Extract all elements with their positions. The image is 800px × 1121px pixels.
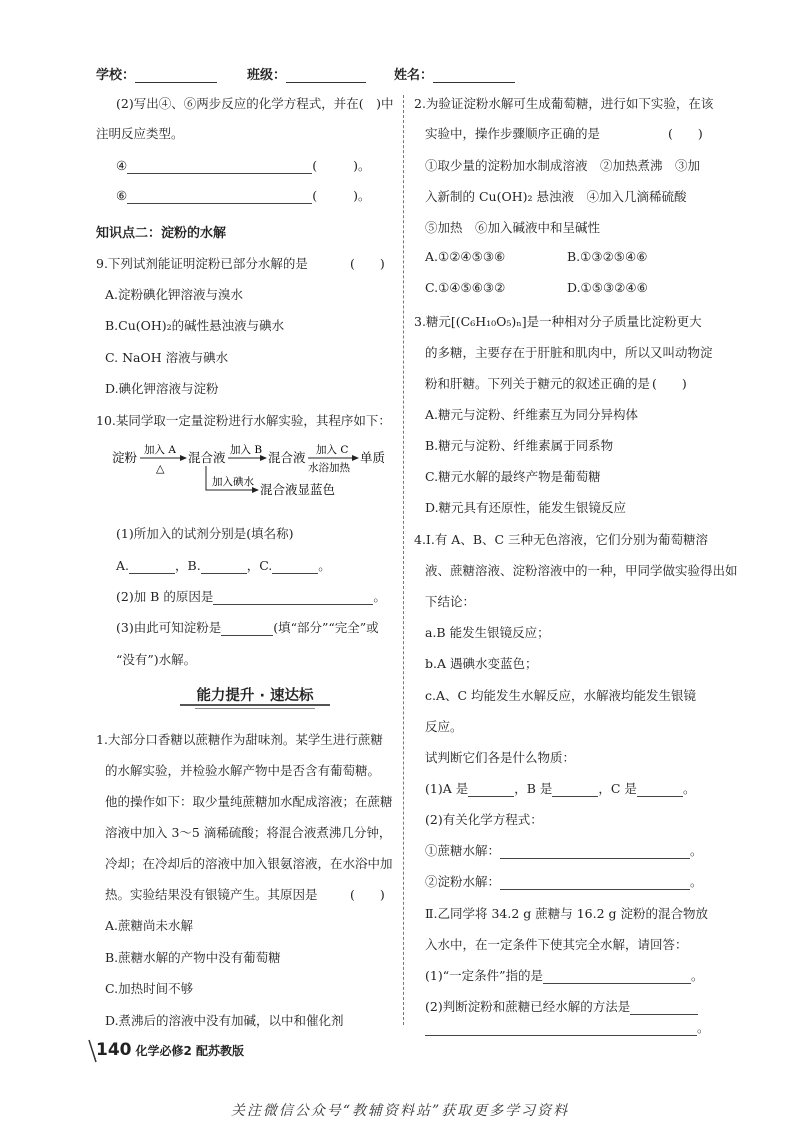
p1-answer-paren[interactable]: ( ) (350, 887, 385, 902)
p2-line1: 2.为验证淀粉水解可生成葡萄糖，进行如下实验，在该 (414, 96, 714, 111)
flow-end: 单质 (360, 450, 386, 465)
section-banner (175, 684, 335, 708)
q9-answer-paren[interactable]: ( ) (350, 256, 385, 271)
q10-a-blank[interactable] (129, 560, 175, 574)
eq4-blank[interactable] (127, 160, 312, 174)
banner-title: 能力提升 · 速达标 (196, 688, 314, 704)
class-label: 班级： (247, 68, 287, 83)
p4-part2-line1: Ⅱ.乙同学将 34.2 g 蔗糖与 16.2 g 淀粉的混合物放 (425, 906, 708, 921)
p1-option-c: C.加热时间不够 (105, 981, 194, 996)
name-blank[interactable] (433, 67, 515, 83)
p2-line4: 入新制的 Cu(OH)₂ 悬浊液 ④加入几滴稀硫酸 (425, 189, 687, 204)
q10-c-blank[interactable] (272, 560, 318, 574)
q8-eq4 (116, 156, 371, 174)
column-divider (403, 95, 404, 1025)
q10-sub2-end: 。 (373, 589, 386, 604)
q10-sub3-hint: (填“部分”“完全”或 (273, 620, 379, 635)
q10-sub3-label: (3)由此可知淀粉是 (116, 620, 222, 635)
p2-line5: ⑤加热 ⑥加入碱液中和呈碱性 (425, 220, 601, 235)
q8-2-line2: 注明反应类型。 (96, 126, 184, 141)
p4-q1-label: (1)“一定条件”指的是 (425, 968, 543, 983)
eq4-paren-close: )。 (353, 158, 371, 173)
p1-option-a: A.蔗糖尚未水解 (105, 918, 194, 933)
section2-title: 知识点二：淀粉的水解 (96, 226, 227, 241)
page-footer (96, 1040, 244, 1060)
flow-mid1: 混合液 (188, 450, 226, 465)
flow-arrow3-top: 加入 C (316, 444, 349, 456)
name-field (394, 64, 515, 84)
p3-option-a: A.糖元与淀粉、纤维素互为同分异构体 (425, 407, 639, 422)
p4-q2 (425, 997, 698, 1015)
q9-option-b: B.Cu(OH)₂的碱性悬浊液与碘水 (105, 318, 285, 333)
q10-sub3 (116, 618, 379, 636)
p4-q2-cont (425, 1018, 710, 1036)
p3-answer-paren[interactable]: ( ) (652, 376, 687, 391)
p3-option-d: D.糖元具有还原性，能发生银镜反应 (425, 500, 627, 515)
banner-underline-thin (195, 708, 315, 709)
p4-q2-blank-2[interactable] (425, 1022, 697, 1036)
p1-line2: 的水解实验，并检验水解产物中是否含有葡萄糖。 (105, 763, 381, 778)
eq6-paren-open: ( (312, 188, 318, 203)
q10-sub3-cont: “没有”)水解。 (116, 652, 197, 667)
p4-b-blank[interactable] (552, 783, 598, 797)
flow-arrow1-top: 加入 A (144, 444, 176, 456)
p4-line2: 液、蔗糖溶液、淀粉溶液中的一种，甲同学做实验得出如 (425, 563, 738, 578)
p4-eq1-label: ①蔗糖水解： (425, 843, 501, 858)
school-label: 学校： (96, 68, 136, 83)
p4-q1-blank[interactable] (543, 970, 691, 984)
p1-option-b: B.蔗糖水解的产物中没有葡萄糖 (105, 950, 281, 965)
q10-sub2-blank[interactable] (213, 591, 373, 605)
p4-line5: b.A 遇碘水变蓝色； (425, 656, 538, 671)
p4-sub1-end: 。 (682, 781, 696, 796)
page-number: 140 (96, 1040, 132, 1060)
school-blank[interactable] (135, 67, 217, 83)
q9-stem: 9.下列试剂能证明淀粉已部分水解的是 (96, 256, 308, 271)
p3-line3: 粉和肝糖。下列关于糖元的叙述正确的是 (425, 376, 651, 391)
q10-a-label: A. (116, 558, 130, 573)
p4-sub1 (425, 779, 695, 797)
p4-q2-blank[interactable] (630, 1001, 698, 1015)
flow-start: 淀粉 (112, 450, 138, 465)
p4-c-blank[interactable] (637, 783, 683, 797)
p4-eq2-end: 。 (690, 874, 703, 889)
p3-option-c: C.糖元水解的最终产物是葡萄糖 (425, 469, 601, 484)
p4-b-label: ，B 是 (514, 781, 553, 796)
p2-option-a: A.①②④⑤③⑥ (425, 249, 506, 264)
q8-2-line1: (2)写出④、⑥两步反应的化学方程式，并在( )中 (116, 96, 394, 111)
p4-a-blank[interactable] (468, 783, 514, 797)
p4-eq1-end: 。 (690, 843, 703, 858)
p4-line3: 下结论： (425, 594, 476, 609)
p2-line3: ①取少量的淀粉加水制成溶液 ②加热煮沸 ③加 (425, 158, 701, 173)
q10-sub1: (1)所加入的试剂分别是(填名称) (116, 526, 294, 541)
p3-line2: 的多糖，主要存在于肝脏和肌肉中，所以又叫动物淀 (425, 345, 713, 360)
p3-line1: 3.糖元[(C₆H₁₀O₅)ₙ]是一种相对分子质量比淀粉更大 (414, 314, 702, 329)
p1-line5: 冷却；在冷却后的溶液中加入银氨溶液，在水浴中加 (105, 856, 393, 871)
flow-branch-result: 混合液显蓝色 (260, 482, 336, 497)
q10-sub1-answers (116, 556, 331, 574)
p4-eq2-blank[interactable] (500, 876, 690, 890)
bottom-note: 关注微信公众号“教辅资料站”获取更多学习资料 (230, 1103, 570, 1119)
p2-option-c: C.①④⑤⑥③② (425, 280, 506, 295)
q10-sub3-blank[interactable] (221, 622, 273, 636)
p4-eq2 (425, 872, 703, 890)
q9-option-a: A.淀粉碘化钾溶液与溴水 (105, 287, 244, 302)
q8-eq6 (116, 186, 371, 204)
p4-sub2: (2)有关化学方程式： (425, 812, 543, 827)
eq6-label: ⑥ (116, 188, 128, 203)
eq6-blank[interactable] (127, 190, 312, 204)
eq4-paren-open: ( (312, 158, 318, 173)
p1-line6: 热。实验结果没有银镜产生。其原因是 (105, 887, 318, 902)
p1-option-d: D.煮沸后的溶液中没有加碱，以中和催化剂 (105, 1013, 344, 1028)
p3-option-b: B.糖元与淀粉、纤维素属于同系物 (425, 438, 614, 453)
p2-option-d: D.①⑤③②④⑥ (567, 280, 648, 295)
q9-option-d: D.碘化钾溶液与淀粉 (105, 381, 219, 396)
book-title: 化学必修2 配苏教版 (135, 1044, 245, 1058)
flow-mid2: 混合液 (268, 450, 306, 465)
p4-line7: 反应。 (425, 719, 463, 734)
banner-underline (180, 704, 330, 706)
p2-answer-paren[interactable]: ( ) (668, 126, 703, 141)
q10-sub2 (116, 587, 386, 605)
p4-q1-end: 。 (691, 968, 704, 983)
school-field (96, 64, 217, 84)
p4-line8: 试判断它们各是什么物质： (425, 750, 576, 765)
q10-sub1-end: 。 (318, 558, 331, 573)
flow-arrow1-bottom: △ (156, 462, 165, 475)
class-blank[interactable] (286, 67, 366, 83)
p1-line1: 1.大部分口香糖以蔗糖作为甜味剂。某学生进行蔗糖 (96, 732, 383, 747)
p4-line4: a.B 能发生银镜反应； (425, 625, 550, 640)
p4-part2-line2: 入水中，在一定条件下使其完全水解，请回答： (425, 937, 688, 952)
p4-q1 (425, 966, 704, 984)
p4-q2-end: 。 (697, 1020, 710, 1035)
q10-stem: 10.某同学取一定量淀粉进行水解实验，其程序如下： (96, 413, 391, 428)
name-label: 姓名： (394, 68, 434, 83)
p4-eq1-blank[interactable] (500, 845, 690, 859)
p1-line4: 溶液中加入 3～5 滴稀硫酸；将混合液煮沸几分钟， (105, 825, 392, 840)
flow-arrow3-bottom: 水浴加热 (308, 462, 350, 474)
p4-a-label: (1)A 是 (425, 781, 469, 796)
q9-option-c: C. NaOH 溶液与碘水 (105, 350, 229, 365)
p4-line1: 4.Ⅰ.有 A、B、C 三种无色溶液，它们分别为葡萄糖溶 (414, 532, 709, 547)
p4-q2-label: (2)判断淀粉和蔗糖已经水解的方法是 (425, 999, 631, 1014)
q10-flow-diagram (110, 438, 400, 502)
p4-c-label: ，C 是 (598, 781, 637, 796)
q10-b-label: ，B. (175, 558, 201, 573)
p4-line6: c.A、C 均能发生水解反应，水解液均能发生银镜 (425, 688, 697, 703)
p2-option-b: B.①③②⑤④⑥ (567, 249, 648, 264)
p1-line3: 他的操作如下：取少量纯蔗糖加水配成溶液；在蔗糖 (105, 794, 393, 809)
p2-line2: 实验中，操作步骤顺序正确的是 (425, 126, 601, 141)
p4-eq2-label: ②淀粉水解： (425, 874, 501, 889)
flow-branch-label: 加入碘水 (212, 476, 254, 488)
q10-c-label: ，C. (246, 558, 273, 573)
p4-eq1 (425, 841, 703, 859)
flow-arrow2-top: 加入 B (230, 444, 263, 456)
q10-sub2-label: (2)加 B 的原因是 (116, 589, 214, 604)
q10-b-blank[interactable] (201, 560, 247, 574)
eq4-label: ④ (116, 158, 128, 173)
class-field (247, 64, 366, 84)
eq6-paren-close: )。 (353, 188, 371, 203)
